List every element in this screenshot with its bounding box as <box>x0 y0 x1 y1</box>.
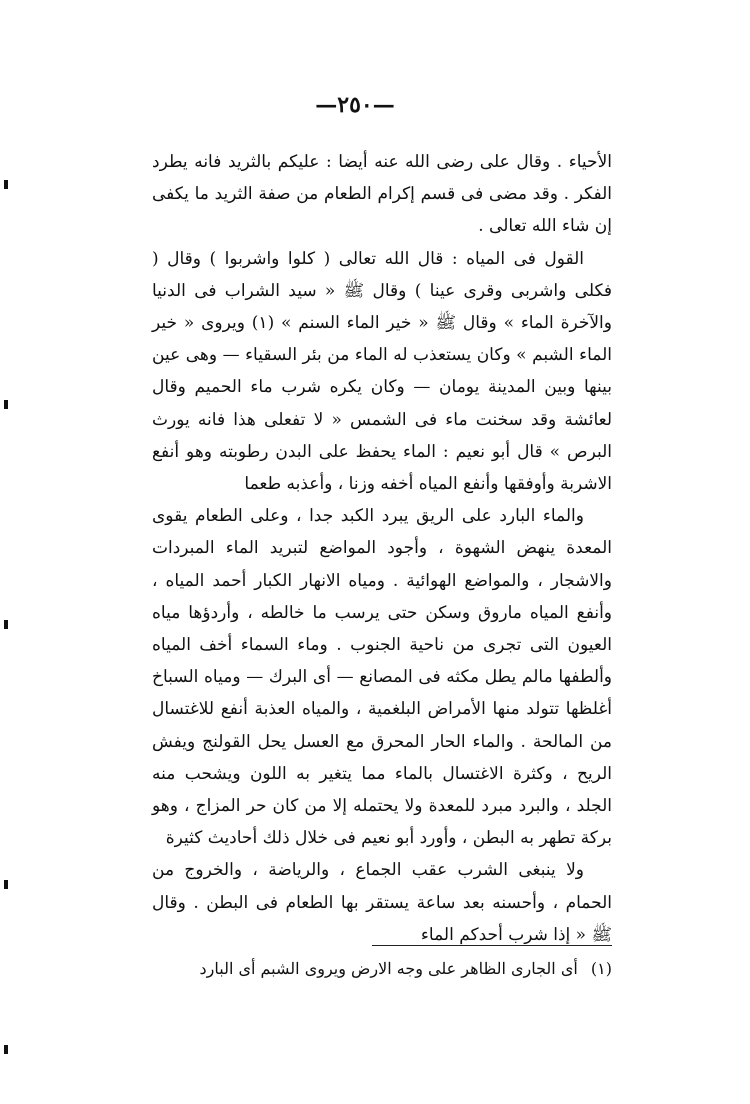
body-text <box>152 146 612 951</box>
scan-mark <box>4 880 8 889</box>
footnote-marker: (١) <box>590 959 612 978</box>
footnote-text: أى الجارى الظاهر على وجه الارض ويروى الشبم أى البارد <box>199 959 578 978</box>
footnote-divider <box>372 945 612 946</box>
scan-mark <box>4 1045 8 1054</box>
scan-mark <box>4 620 8 629</box>
footnote <box>152 955 612 983</box>
paragraph: الأحياء . وقال على رضى الله عنه أيضا : عليكم بالثريد فانه يطرد الفكر . وقد مضى فى قسم إكرام الطعام من صفة الثريد ما يكفى إن شاء الله تعالى . <box>152 152 612 237</box>
paragraph: القول فى المياه : قال الله تعالى ( كلوا واشربوا ) وقال ( فكلى واشربى وقرى عينا ) وقال ﷺ « سيد الشراب فى الدنيا والآخرة الماء » وقال ﷺ « خير الماء السنم » (١) ويروى « خير الماء الشبم » وكان يستعذب له الماء من بئر السقياء — وهى عين بينها وبين المدينة يومان — وكان يكره شرب ماء الحميم وقال لعائشة وقد سخنت ماء فى الشمس « لا تفعلى هذا فانه يورث البرص » قال أبو نعيم : الماء يحفظ على البدن رطوبته وهو أنفع الاشربة وأوفقها وأنفع المياه أخفه وزنا ، وأعذبه طعما <box>152 248 612 495</box>
paragraph: والماء البارد على الريق يبرد الكبد جدا ، وعلى الطعام يقوى المعدة ينهض الشهوة ، وأجود المواضع لتبريد الماء المبردات والاشجار ، والمواضع الهوائية . ومياه الانهار الكبار أحمد المياه ، وأنفع المياه ماروق وسكن حتى يرسب ما خالطه ، وأردؤها مياه العيون التى تجرى من ناحية الجنوب . وماء السماء أخف المياه وألطفها مالم يطل مكثه فى المصانع — أى البرك — ومياه السباخ أغلظها تتولد منها الأمراض البلغمية ، والمياه العذبة أنفع للاغتسال من المالحة . والماء الحار المحرق مع العسل يحل القولنج ويفش الريح ، وكثرة الاغتسال بالماء مما يتغير به اللون ويشحب منه الجلد ، والبرد مبرد للمعدة ولا يحتمله إلا من كان حر المزاج ، وهو بركة تطهر به البطن ، وأورد أبو نعيم فى خلال ذلك أحاديث كثيرة <box>152 506 612 849</box>
scan-mark <box>4 400 8 409</box>
paragraph: ولا ينبغى الشرب عقب الجماع ، والرياضة ، والخروج من الحمام ، وأحسنه بعد ساعة يستقر بها الطعام فى البطن . وقال ﷺ « إذا شرب أحدكم الماء <box>152 860 612 945</box>
page-number: —٢٥٠— <box>315 92 395 118</box>
scan-mark <box>4 180 8 189</box>
